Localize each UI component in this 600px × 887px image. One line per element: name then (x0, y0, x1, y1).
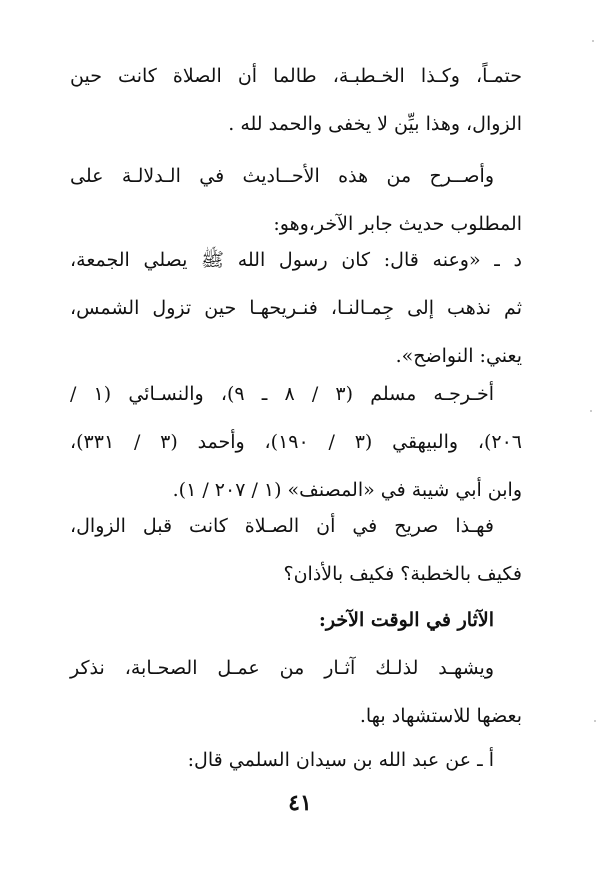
text-line: ٢٠٦)، والبيهقي (٣ / ١٩٠)، وأحمد (٣ / ٣٣١)، (70, 431, 522, 453)
text-line: بعضها للاستشهاد بها. (359, 705, 522, 727)
paragraph-takhrij (70, 370, 522, 514)
text-line: أ ـ عن عبد الله بن سيدان السلمي قال: (187, 749, 494, 771)
paragraph-sidan-narration (70, 736, 522, 784)
paragraph-zawal-conclusion (70, 52, 522, 148)
text-line: أخـرجـه مسلم (٣ / ٨ ـ ٩)، والنسـائي (١ / (70, 383, 494, 405)
page-number: ٤١ (288, 790, 312, 816)
text-line: وابن أبي شيبة في «المصنف» (١ / ٢٠٧ / ١). (172, 479, 522, 501)
paragraph-jabir-hadith (70, 236, 522, 380)
text-line: د ـ «وعنه قال: كان رسول الله ﷺ يصلي الجمعة، (70, 249, 522, 271)
text-line: ثم نذهب إلى جِمـالنـا، فنـريحهـا حين تزول الشمس، (70, 297, 522, 319)
paragraph-clearest-hadith (70, 152, 522, 248)
scan-speck (594, 720, 596, 722)
text-line: وأصــرح من هذه الأحــاديث في الـدلالـة على (70, 165, 494, 187)
paragraph-companions-practice (70, 644, 522, 740)
scan-speck (592, 40, 594, 42)
text-line: الزوال، وهذا بيِّن لا يخفى والحمد لله . (228, 113, 522, 135)
text-line: المطلوب حديث جابر الآخر،وهو: (273, 213, 522, 235)
paragraph-explicit-statement (70, 502, 522, 598)
text-line: يعني: النواضح». (395, 345, 522, 367)
section-heading: الآثار في الوقت الآخر: (318, 609, 494, 631)
text-line: ويشهـد لذلـك آثـار من عمـل الصحـابة، نذكر (70, 657, 494, 679)
text-line: حتمـاً، وكـذا الخـطبـة، طالما أن الصلاة كانت حين (70, 65, 522, 87)
text-line: فهـذا صريح في أن الصـلاة كانت قبل الزوال، (70, 515, 494, 537)
scan-speck (590, 410, 592, 412)
section-heading-athar (70, 596, 522, 644)
text-line: فكيف بالخطبة؟ فكيف بالأذان؟ (283, 563, 522, 585)
